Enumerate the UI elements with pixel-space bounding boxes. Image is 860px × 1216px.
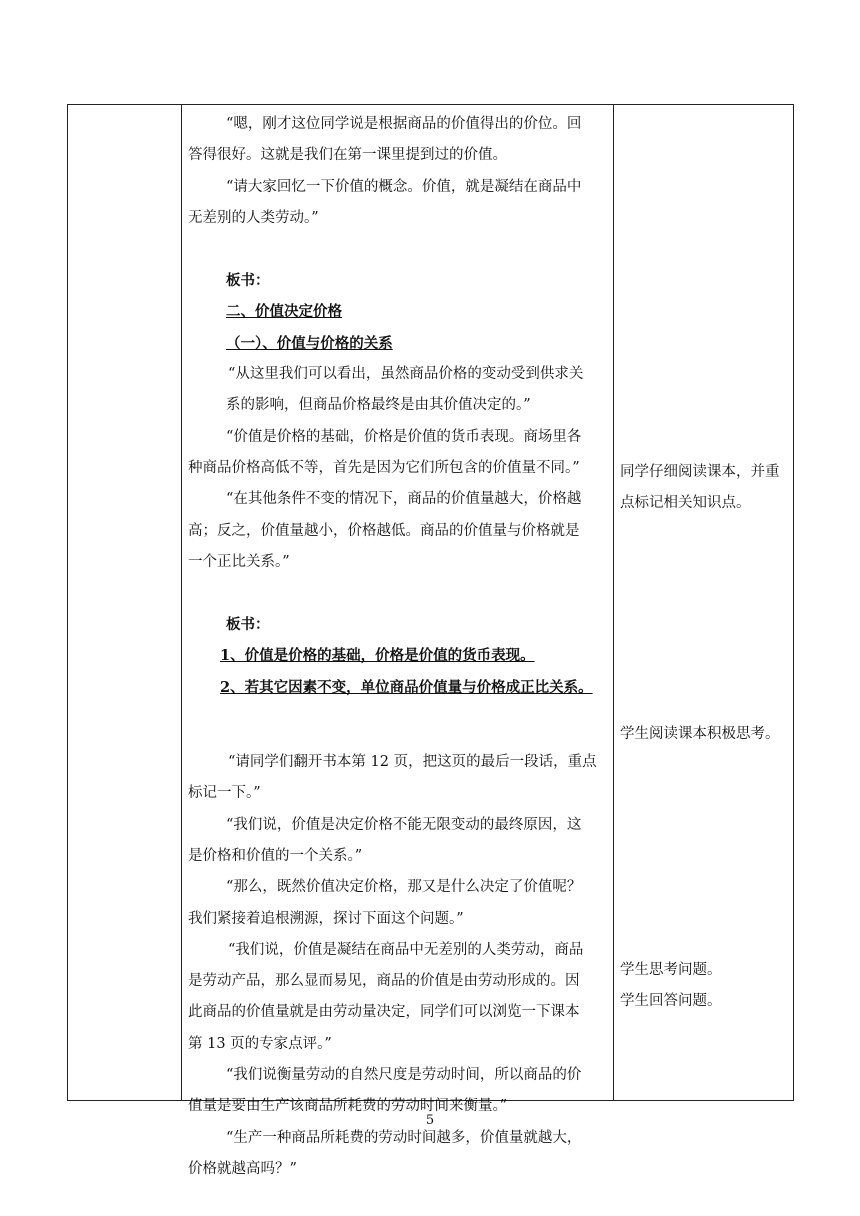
text-line: 第 13 页的专家点评。” [188, 1035, 332, 1052]
text-line: “从这里我们可以看出，虽然商品价格的变动受到供求关 [228, 366, 584, 383]
column-divider-left [181, 105, 182, 1100]
text-line: “生产一种商品所耗费的劳动时间越多，价值量就越大， [226, 1129, 582, 1146]
board-point-1: 1、价值是价格的基础，价格是价值的货币表现。 [220, 647, 535, 665]
text-line: 无差别的人类劳动。” [188, 209, 319, 226]
text-line: “价值是价格的基础，价格是价值的货币表现。商场里各 [226, 428, 582, 445]
board-heading: 板书： [226, 616, 270, 634]
student-activity-note [620, 457, 790, 520]
board-point-2: 2、若其它因素不变，单位商品价值量与价格成正比关系。 [220, 678, 593, 696]
text-line: 是劳动产品，那么显而易见，商品的价值是由劳动形成的。因 [188, 973, 580, 990]
column-divider-right [613, 105, 614, 1100]
text-line: 学生回答问题。 [620, 993, 722, 1010]
text-line: 系的影响，但商品价格最终是由其价值决定的。” [226, 397, 531, 414]
text-line: 同学仔细阅读课本，并重 [620, 464, 780, 480]
section-heading: 二、价值决定价格 [226, 303, 342, 321]
text-line: “请同学们翻开书本第 12 页，把这页的最后一段话，重点 [228, 754, 597, 771]
text-line: 是价格和价值的一个关系。” [188, 847, 363, 864]
text-line: 学生思考问题。 [620, 962, 722, 978]
lesson-table [67, 104, 794, 1177]
text-line: 种商品价格高低不等，首先是因为它们所包含的价值量不同。” [188, 459, 580, 476]
page-number: 5 [425, 1113, 435, 1128]
text-line: “请大家回忆一下价值的概念。价值，就是凝结在商品中 [226, 178, 582, 195]
text-line: “我们说，价值是决定价格不能无限变动的最终原因，这 [226, 816, 582, 833]
text-line: 标记一下。” [188, 785, 261, 802]
student-activity-note [620, 719, 790, 750]
text-line: 此商品的价值量就是由劳动量决定，同学们可以浏览一下课本 [188, 1004, 580, 1021]
text-line: 学生阅读课本积极思考。 [620, 726, 780, 742]
text-line: 高；反之，价值量越小，价格越低。商品的价值量与价格就是 [188, 522, 580, 539]
text-line: 我们紧接着追根溯源，探讨下面这个问题。” [188, 910, 464, 927]
text-line: “我们说，价值是凝结在商品中无差别的人类劳动，商品 [228, 941, 584, 958]
subsection-heading: （一）、价值与价格的关系 [226, 334, 393, 352]
text-line: 答得很好。这就是我们在第一课里提到过的价值。 [188, 147, 507, 164]
text-line: “在其他条件不变的情况下，商品的价值量越大，价格越 [226, 491, 582, 508]
text-line: “嗯，刚才这位同学说是根据商品的价值得出的价位。回 [226, 116, 582, 132]
text-line: 价格就越高吗？” [188, 1160, 297, 1177]
teaching-content-column [188, 109, 612, 1185]
text-line: “那么，既然价值决定价格，那又是什么决定了价值呢？ [226, 879, 582, 896]
board-heading: 板书： [226, 272, 270, 290]
student-activity-note [620, 955, 790, 1018]
text-line: 点标记相关知识点。 [620, 495, 751, 512]
text-line: 值量是要由生产该商品所耗费的劳动时间来衡量。” [188, 1098, 508, 1115]
text-line: 一个正比关系。” [188, 553, 290, 570]
text-line: “我们说衡量劳动的自然尺度是劳动时间，所以商品的价 [226, 1067, 582, 1084]
